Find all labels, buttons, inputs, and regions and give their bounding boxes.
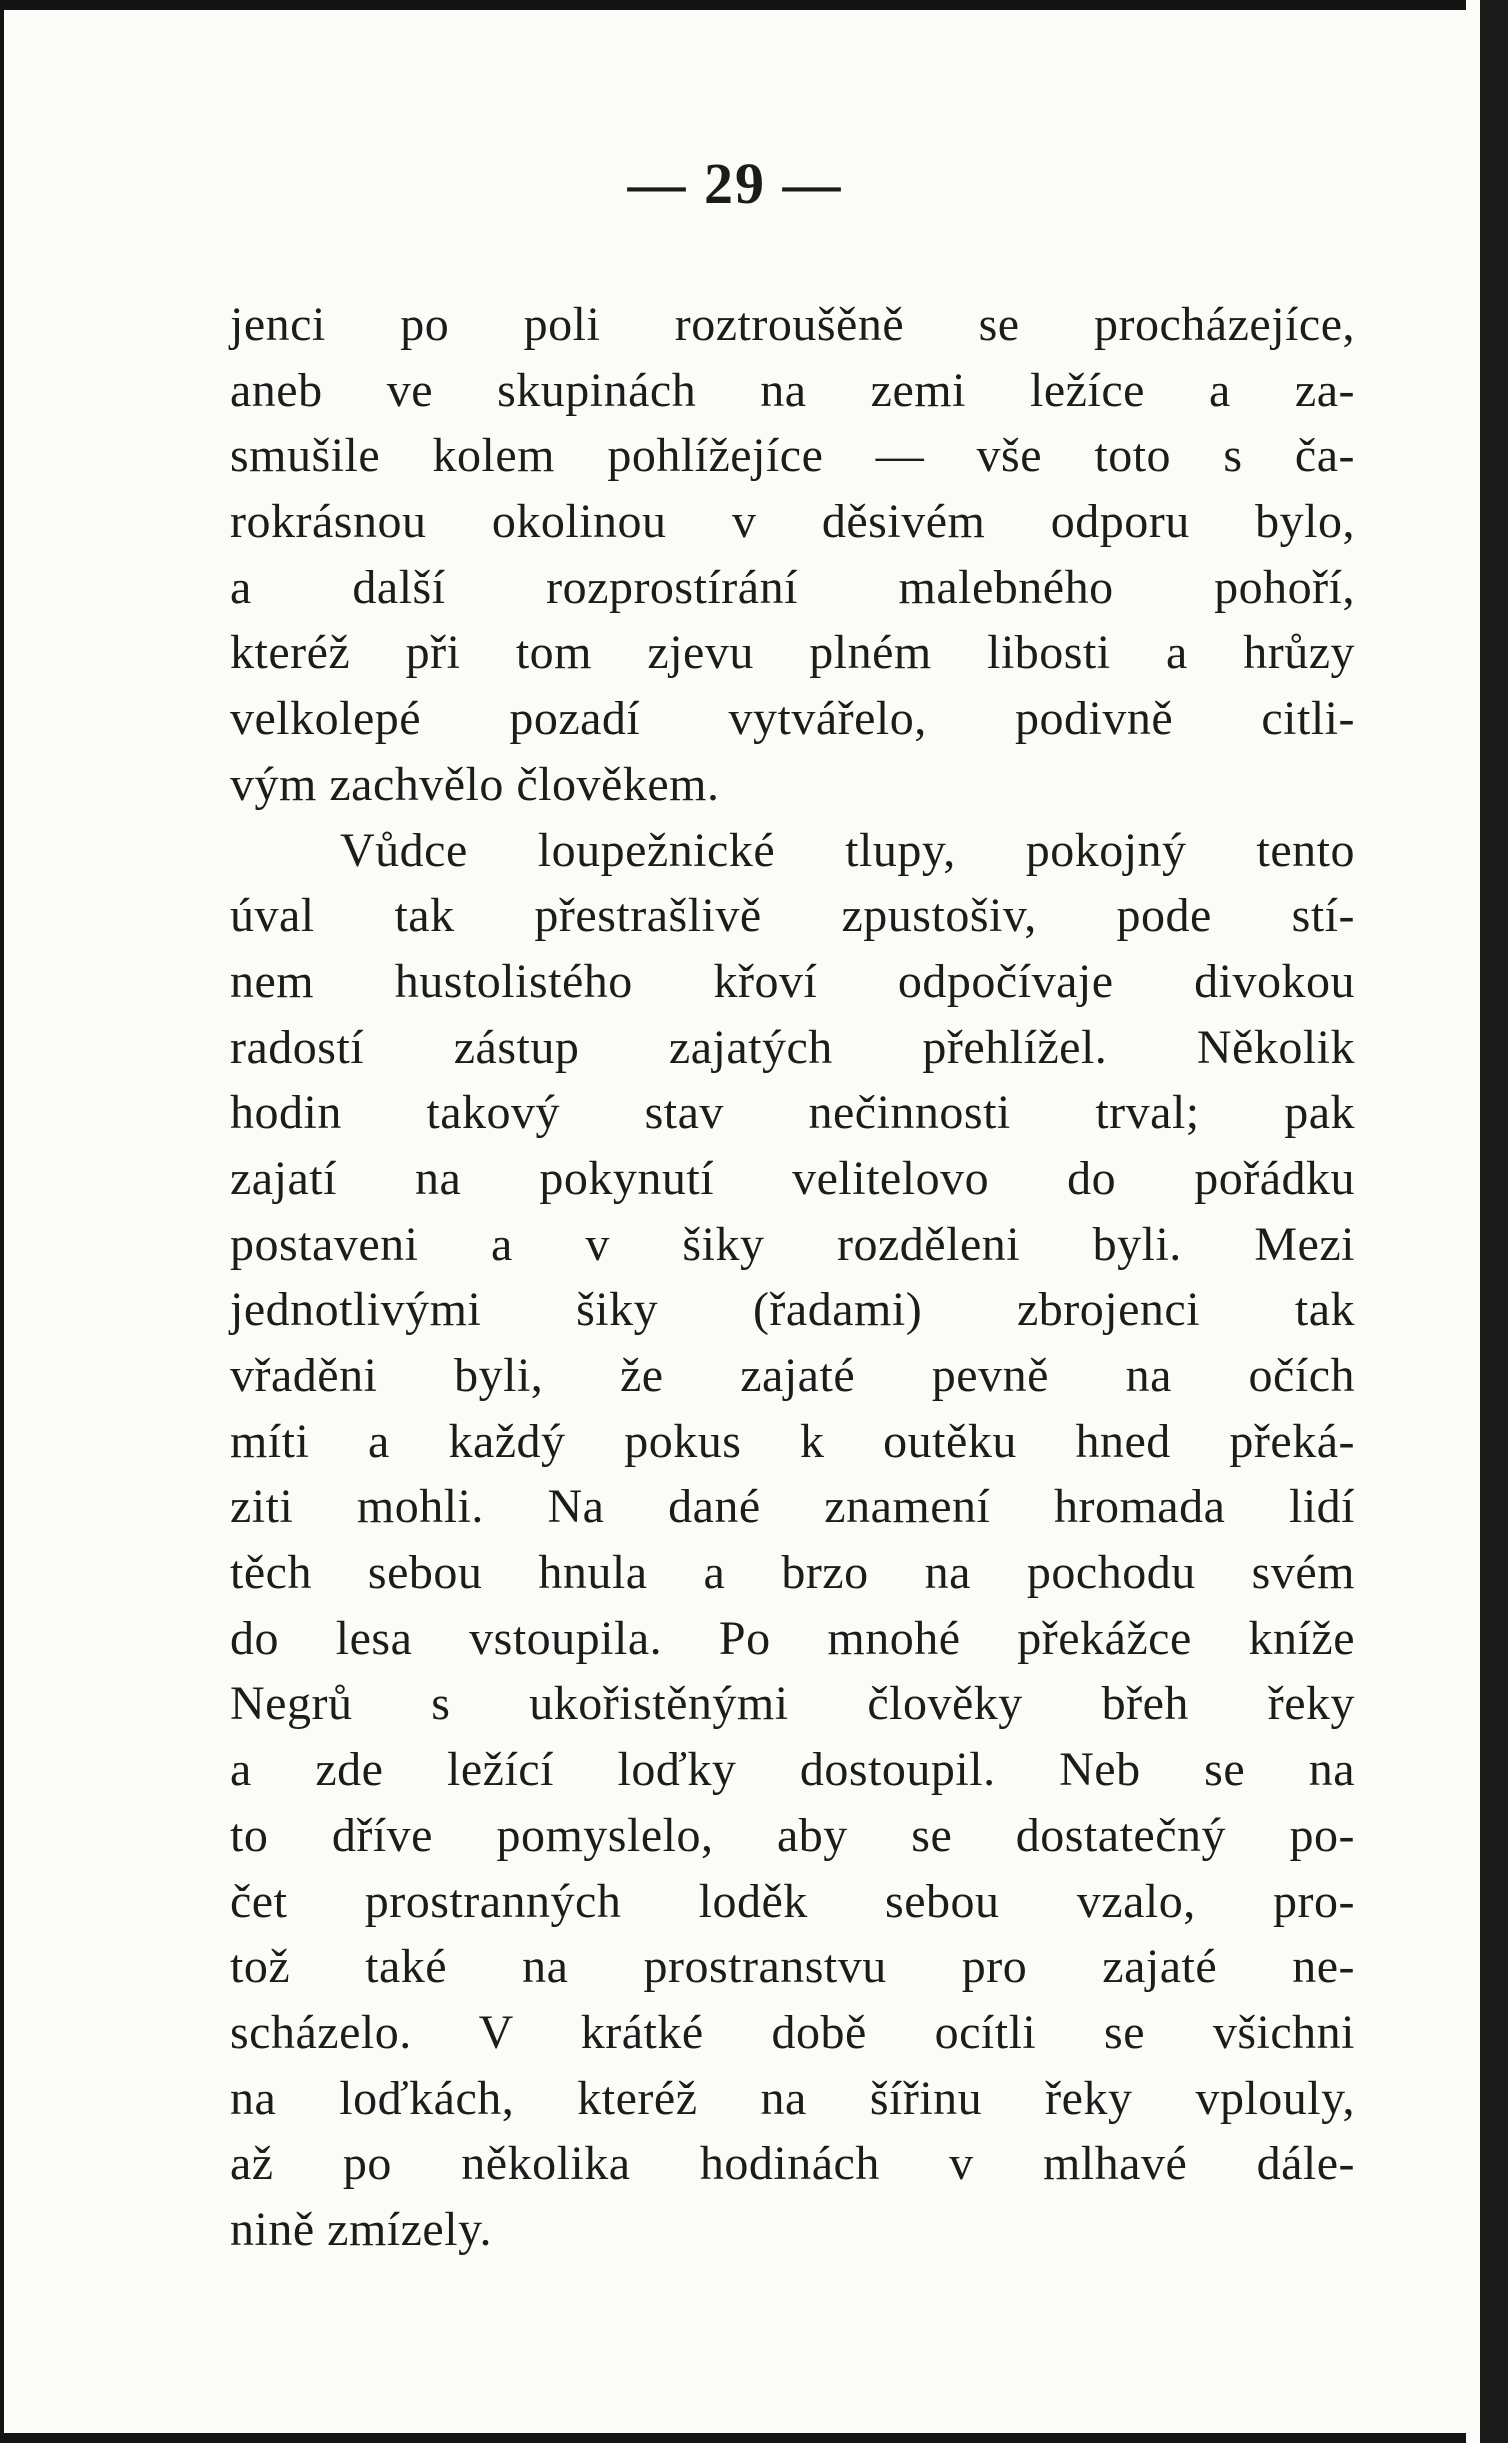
- page-edge: [1466, 0, 1480, 2443]
- text-line: rokrásnou okolinou v děsivém odporu bylo,: [230, 495, 1355, 549]
- text-line: těch sebou hnula a brzo na pochodu svém: [230, 1546, 1355, 1600]
- text-line: smušile kolem pohlížejíce — vše toto s ča-: [230, 429, 1355, 483]
- text-line: velkolepé pozadí vytvářelo, podivně citli-: [230, 692, 1355, 746]
- book-page: [4, 10, 1466, 2433]
- text-line: čet prostranných loděk sebou vzalo, pro-: [230, 1874, 1355, 1928]
- text-line: hodin takový stav nečinnosti trval; pak: [230, 1086, 1355, 1140]
- text-line: Negrů s ukořistěnými člověky břeh řeky: [230, 1677, 1355, 1731]
- text-line: úval tak přestrašlivě zpustošiv, pode stí-: [230, 889, 1355, 943]
- text-line: jenci po poli roztroušěně se procházejíce,: [230, 298, 1355, 351]
- text-line: radostí zástup zajatých přehlížel. Několik: [230, 1020, 1355, 1074]
- text-line: nem hustolistého křoví odpočívaje divokou: [230, 954, 1355, 1008]
- text-line: nině zmízely.: [230, 2202, 492, 2256]
- text-line: na loďkách, kteréž na šířinu řeky vplouly,: [230, 2071, 1355, 2125]
- text-line: jednotlivými šiky (řadami) zbrojenci tak: [230, 1283, 1355, 1337]
- text-line: scházelo. V krátké době ocítli se všichni: [230, 2005, 1355, 2059]
- text-line: Vůdce loupežnické tlupy, pokojný tento: [340, 823, 1355, 877]
- text-line: ziti mohli. Na dané znamení hromada lidí: [230, 1480, 1355, 1534]
- page-number: — 29 —: [627, 151, 843, 216]
- text-line: to dříve pomyslelo, aby se dostatečný po-: [230, 1808, 1355, 1862]
- text-line: míti a každý pokus k outěku hned překá-: [230, 1414, 1355, 1468]
- text-line: postaveni a v šiky rozděleni byli. Mezi: [230, 1217, 1355, 1271]
- text-line: do lesa vstoupila. Po mnohé překážce kníže: [230, 1611, 1355, 1665]
- text-line: vým zachvělo člověkem.: [230, 757, 720, 811]
- body-text: [230, 292, 1355, 2263]
- text-line: zajatí na pokynutí velitelovo do pořádku: [230, 1151, 1355, 1205]
- text-line: aneb ve skupinách na zemi ležíce a za-: [230, 363, 1355, 417]
- text-line: a zde ležící loďky dostoupil. Neb se na: [230, 1743, 1355, 1797]
- scan-border: [1480, 0, 1508, 2443]
- text-line: až po několika hodinách v mlhavé dále-: [230, 2137, 1355, 2191]
- text-line: a další rozprostírání malebného pohoří,: [230, 560, 1355, 614]
- text-line: kteréž při tom zjevu plném libosti a hrůzy: [230, 626, 1355, 680]
- text-line: tož také na prostranstvu pro zajaté ne-: [230, 1940, 1355, 1994]
- text-line: vřaděni byli, že zajaté pevně na očích: [230, 1349, 1355, 1402]
